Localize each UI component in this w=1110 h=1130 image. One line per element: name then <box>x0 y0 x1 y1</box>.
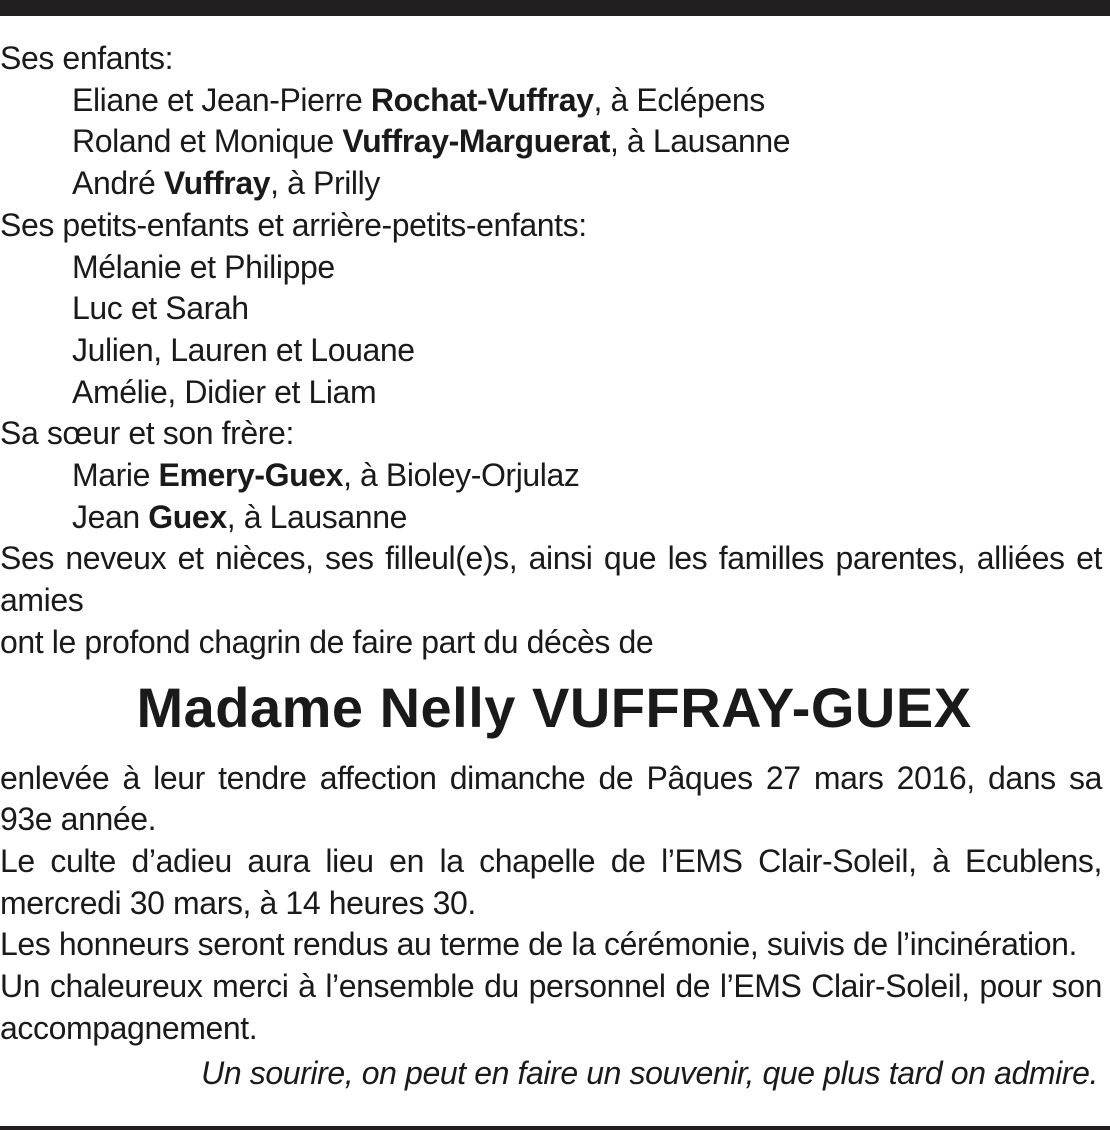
surname: Guex <box>148 498 227 535</box>
surname: Rochat-Vuffray <box>370 81 594 118</box>
grandchild-entry: Amélie, Didier et Liam <box>72 373 377 410</box>
surname: Vuffray-Marguerat <box>342 123 610 160</box>
surname: Vuffray <box>163 165 271 202</box>
siblings-heading: Sa sœur et son frère: <box>0 415 294 452</box>
passing-details: enlevée à leur tendre affection dimanche de Pâques 27 mars 2016, dans sa 93e année. <box>0 759 1102 838</box>
honours-details: Les honneurs seront rendus au terme de la cérémonie, suivis de l’incinération. <box>0 926 1077 963</box>
sibling-entry: Jean Guex, à Lausanne <box>72 498 407 535</box>
child-entry: Eliane et Jean-Pierre Rochat-Vuffray, à Eclépens <box>72 81 765 118</box>
extended-family: Ses neveux et nièces, ses filleul(e)s, ainsi que les familles parentes, alliées et amies <box>0 540 1102 619</box>
sibling-entry: Marie Emery-Guex, à Bioley-Orjulaz <box>72 457 580 494</box>
grandchild-entry: Luc et Sarah <box>72 290 249 327</box>
thanks-message: Un chaleureux merci à l’ensemble du personnel de l’EMS Clair-Soleil, pour son accompagnement. <box>0 968 1102 1046</box>
obituary-notice <box>0 38 1102 1095</box>
top-rule <box>0 0 1110 16</box>
surname: Emery-Guex <box>158 457 344 494</box>
deceased-name: Madame Nelly VUFFRAY-GUEX <box>136 675 972 739</box>
service-details: Le culte d’adieu aura lieu en la chapelle de l’EMS Clair-Soleil, à Ecublens, mercredi 30 mars, à 14 heures 30. <box>0 842 1102 921</box>
bottom-rule <box>0 1126 1110 1130</box>
children-heading: Ses enfants: <box>0 40 174 76</box>
grandchild-entry: Mélanie et Philippe <box>72 248 335 285</box>
child-entry: Roland et Monique Vuffray-Marguerat, à Lausanne <box>72 123 791 160</box>
closing-quote: Un sourire, on peut en faire un souvenir, que plus tard on admire. <box>201 1055 1098 1092</box>
announcement: ont le profond chagrin de faire part du décès de <box>0 623 654 660</box>
child-entry: André Vuffray, à Prilly <box>72 165 380 202</box>
grandchild-entry: Julien, Lauren et Louane <box>72 331 415 368</box>
grandchildren-heading: Ses petits-enfants et arrière-petits-enfants: <box>0 206 587 243</box>
